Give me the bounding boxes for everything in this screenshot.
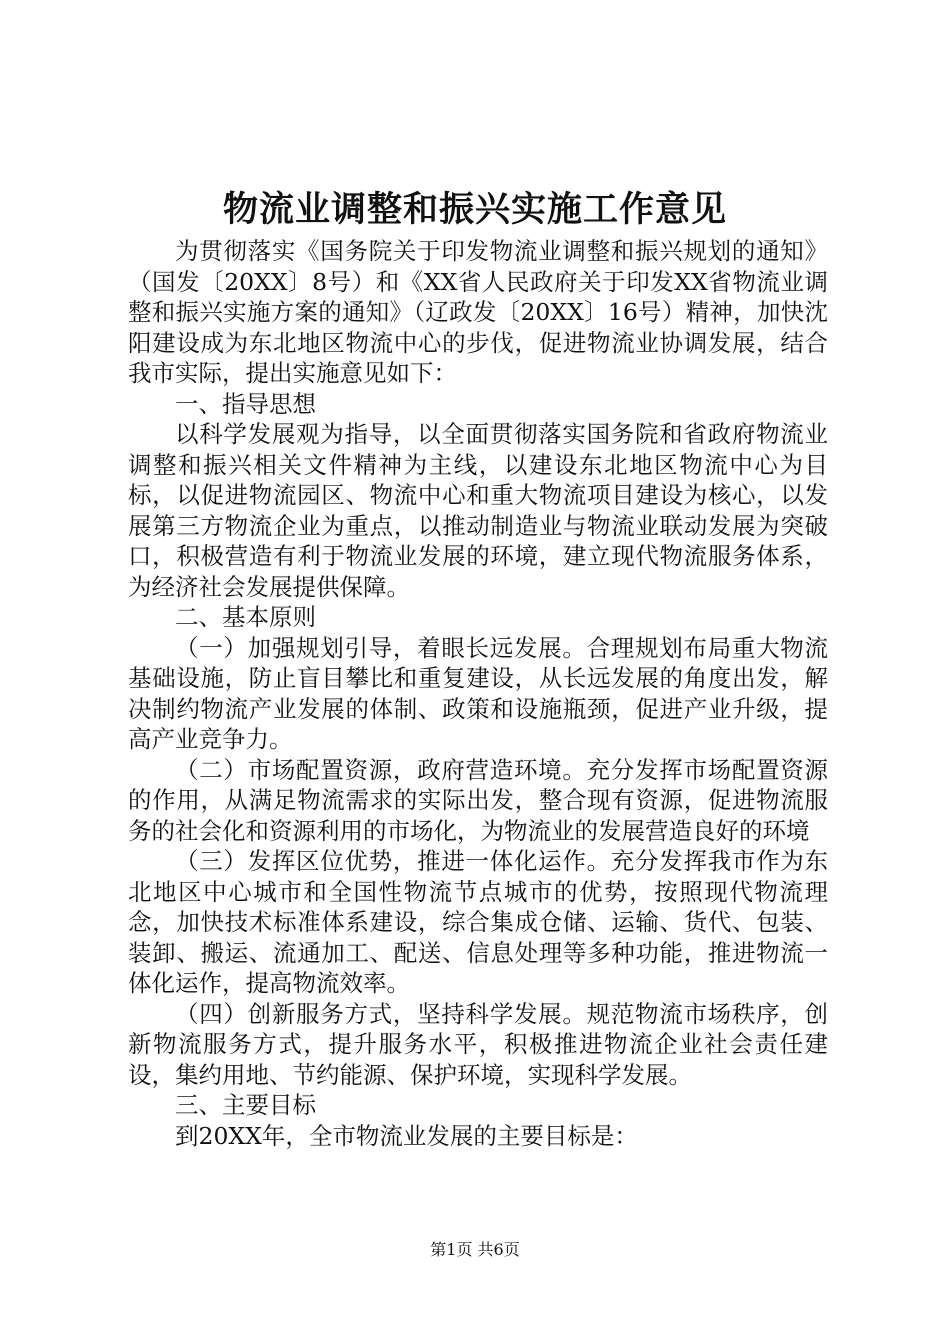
- intro-paragraph: 为贯彻落实《国务院关于印发物流业调整和振兴规划的通知》（国发〔20XX〕8号）和《XX省人民政府关于印发XX省物流业调整和振兴实施方案的通知》（辽政发〔20XX〕16号）精神，加快沈阳建设成为东北地区物流中心的步伐，促进物流业协调发展，结合我市实际，提出实施意见如下：: [128, 237, 828, 387]
- document-title: 物流业调整和振兴实施工作意见: [222, 189, 727, 230]
- principle-4-paragraph: （四）创新服务方式，坚持科学发展。规范物流市场秩序，创新物流服务方式，提升服务水平，积极推进物流企业社会责任建设，集约用地、节约能源、保护环境，实现科学发展。: [128, 999, 828, 1089]
- section-heading-guiding-ideology: 一、指导思想: [175, 389, 316, 418]
- guiding-ideology-paragraph: 以科学发展观为指导，以全面贯彻落实国务院和省政府物流业调整和振兴相关文件精神为主线，以建设东北地区物流中心为目标，以促进物流园区、物流中心和重大物流项目建设为核心，以发展第三方物流企业为重点，以推动制造业与物流业联动发展为突破口，积极营造有利于物流业发展的环境，建立现代物流服务体系，为经济社会发展提供保障。: [128, 420, 828, 601]
- document-body: [128, 236, 828, 1151]
- principle-3-paragraph: （三）发挥区位优势，推进一体化运作。充分发挥我市作为东北地区中心城市和全国性物流节点城市的优势，按照现代物流理念，加快技术标准体系建设，综合集成仓储、运输、货代、包装、装卸、搬运、流通加工、配送、信息处理等多种功能，推进物流一体化运作，提高物流效率。: [128, 847, 828, 997]
- section-heading-main-goals: 三、主要目标: [175, 1091, 316, 1119]
- main-goals-paragraph: 到20XX年，全市物流业发展的主要目标是：: [175, 1121, 638, 1150]
- principle-1-paragraph: （一）加强规划引导，着眼长远发展。合理规划布局重大物流基础设施，防止盲目攀比和重复建设，从长远发展的角度出发，解决制约物流产业发展的体制、政策和设施瓶颈，促进产业升级，提高产业竞争力。: [128, 633, 828, 753]
- section-heading-basic-principles: 二、基本原则: [175, 603, 316, 631]
- page-number-footer: 第1页 共6页: [430, 1240, 520, 1259]
- principle-2-paragraph: （二）市场配置资源，政府营造环境。充分发挥市场配置资源的作用，从满足物流需求的实际出发，整合现有资源，促进物流服务的社会化和资源利用的市场化，为物流业的发展营造良好的环境: [128, 755, 828, 845]
